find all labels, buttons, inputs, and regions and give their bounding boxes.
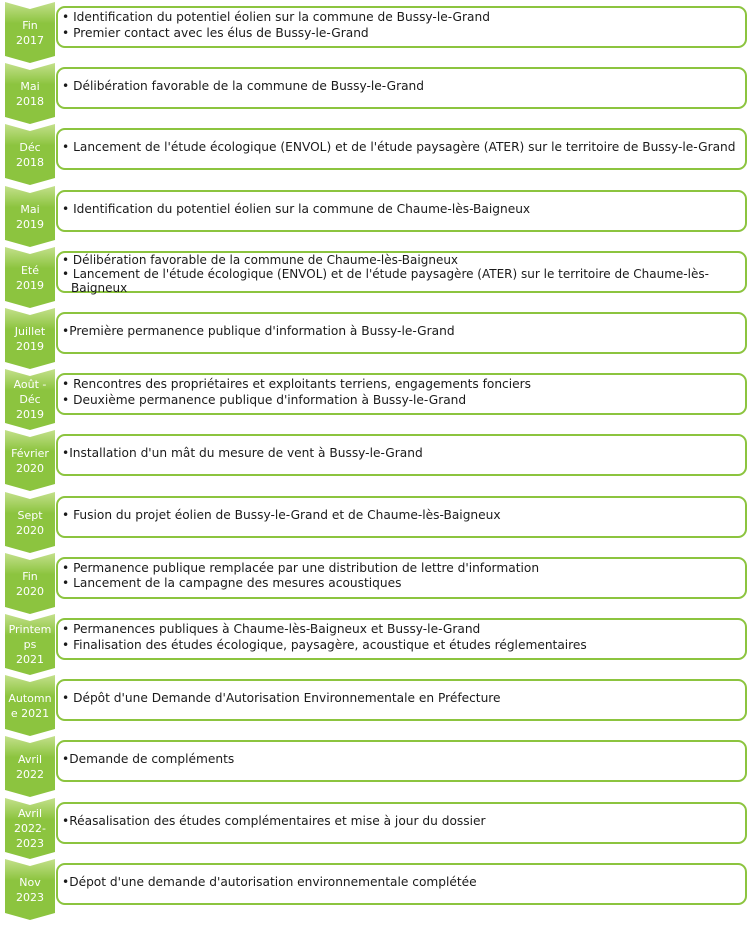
date-line: Avril [17, 806, 43, 820]
date-line: 2023 [16, 890, 44, 904]
date-line: Février [11, 447, 49, 461]
date-label [5, 202, 55, 232]
date-chevron [5, 492, 55, 553]
event-item: • Dépôt d'une Demande d'Autorisation Environnementale en Préfecture [62, 691, 501, 706]
date-label [5, 691, 55, 721]
date-line: Mai [20, 80, 40, 94]
date-label [5, 18, 55, 48]
event-item: • Deuxième permanence publique d'information à Bussy-le-Grand [62, 392, 467, 407]
event-box [56, 6, 747, 48]
timeline-row [0, 369, 750, 430]
event-box [56, 312, 747, 354]
date-chevron [5, 2, 55, 63]
date-label [5, 569, 55, 599]
timeline-row [0, 63, 750, 124]
event-item: • Lancement de la campagne des mesures acoustiques [62, 576, 402, 591]
date-label [5, 324, 55, 354]
date-line: Eté [20, 263, 40, 277]
date-chevron [5, 736, 55, 797]
event-item: •Installation d'un mât du mesure de vent à Bussy-le-Grand [62, 446, 423, 461]
date-chevron [5, 675, 55, 736]
date-label [5, 752, 55, 782]
date-label [5, 140, 55, 170]
date-label [5, 508, 55, 538]
date-chevron [5, 430, 55, 491]
date-line: 2019 [16, 408, 44, 422]
event-item: • Identification du potentiel éolien sur la commune de Bussy-le-Grand [62, 10, 490, 24]
date-chevron [5, 798, 55, 859]
timeline-row [0, 2, 750, 63]
timeline-row [0, 492, 750, 553]
event-item: • Permanences publiques à Chaume-lès-Baigneux et Bussy-le-Grand [62, 622, 481, 636]
event-item: • Finalisation des études écologique, paysagère, acoustique et études réglementaires [62, 637, 587, 652]
date-chevron [5, 614, 55, 675]
timeline-row [0, 430, 750, 491]
date-line: Déc [19, 393, 41, 407]
event-item: • Lancement de l'étude écologique (ENVOL) et de l'étude paysagère (ATER) sur le territoire de Chaume-lès-Baigneux [62, 266, 709, 295]
timeline-row [0, 308, 750, 369]
event-item: • Lancement de l'étude écologique (ENVOL) et de l'étude paysagère (ATER) sur le territoire de Bussy-le-Grand [62, 140, 736, 155]
date-line: 2022 [16, 768, 44, 782]
timeline-row [0, 798, 750, 859]
date-line: Fin [22, 569, 38, 583]
timeline-row [0, 124, 750, 185]
event-item: •Dépot d'une demande d'autorisation environnementale complétée [62, 874, 477, 889]
event-box [56, 67, 747, 109]
event-box [56, 496, 747, 538]
date-line: 2020 [16, 584, 44, 598]
date-line: Août - [13, 378, 47, 392]
event-box [56, 128, 747, 170]
date-line: Fin [22, 19, 38, 32]
event-item: • Délibération favorable de la commune de Chaume-lès-Baigneux [62, 252, 459, 267]
timeline-row [0, 553, 750, 614]
event-box [56, 373, 747, 415]
event-item: • Permanence publique remplacée par une distribution de lettre d'information [62, 560, 540, 575]
timeline-row [0, 186, 750, 247]
event-item: • Premier contact avec les élus de Bussy-le-Grand [62, 25, 369, 40]
date-line: 2020 [16, 523, 44, 537]
date-line: Automn [8, 692, 52, 706]
date-label [5, 263, 55, 293]
date-line: 2019 [16, 340, 44, 353]
event-box [56, 863, 747, 905]
event-box [56, 251, 747, 293]
date-label [5, 806, 55, 851]
date-chevron [5, 186, 55, 247]
date-label [5, 622, 55, 667]
date-line: Nov [19, 875, 41, 889]
event-item: • Rencontres des propriétaires et exploitants terriens, engagements fonciers [62, 377, 532, 392]
event-item: •Réasalisation des études complémentaires et mise à jour du dossier [62, 813, 486, 828]
event-box [56, 802, 747, 844]
date-line: Printem [8, 623, 52, 636]
date-chevron [5, 369, 55, 430]
date-chevron [5, 63, 55, 124]
date-line: 2020 [16, 462, 44, 476]
timeline-row [0, 675, 750, 736]
event-box [56, 679, 747, 721]
date-line: 2018 [16, 95, 44, 109]
event-item: • Fusion du projet éolien de Bussy-le-Grand et de Chaume-lès-Baigneux [62, 507, 501, 522]
date-line: 2022- [14, 821, 46, 835]
date-line: Juillet [14, 325, 46, 338]
timeline-row [0, 736, 750, 797]
date-line: 2021 [16, 653, 44, 666]
date-chevron [5, 553, 55, 614]
timeline-row [0, 859, 750, 920]
event-box [56, 190, 747, 232]
date-line: e 2021 [10, 707, 50, 721]
date-chevron [5, 124, 55, 185]
date-line: 2019 [16, 278, 44, 292]
date-chevron [5, 859, 55, 920]
date-line: 2017 [16, 34, 44, 47]
date-line: Sept [17, 508, 43, 522]
date-label [5, 875, 55, 905]
date-line: Mai [20, 202, 40, 216]
event-box [56, 740, 747, 782]
date-chevron [5, 247, 55, 308]
date-line: ps [23, 638, 37, 651]
event-item: • Identification du potentiel éolien sur la commune de Chaume-lès-Baigneux [62, 201, 531, 216]
date-label [5, 446, 55, 476]
timeline-row [0, 247, 750, 308]
event-box [56, 557, 747, 599]
date-line: 2018 [16, 156, 44, 170]
timeline-row [0, 614, 750, 675]
date-line: Avril [17, 753, 43, 767]
date-line: 2019 [16, 217, 44, 231]
date-label [5, 377, 55, 422]
event-item: •Première permanence publique d'information à Bussy-le-Grand [62, 324, 455, 338]
date-chevron [5, 308, 55, 369]
event-item: • Délibération favorable de la commune de Bussy-le-Grand [62, 79, 425, 94]
event-box [56, 618, 747, 660]
date-line: 2023 [16, 836, 44, 850]
date-label [5, 79, 55, 109]
date-line: Déc [19, 141, 41, 155]
event-box [56, 434, 747, 476]
event-item: •Demande de compléments [62, 752, 235, 767]
